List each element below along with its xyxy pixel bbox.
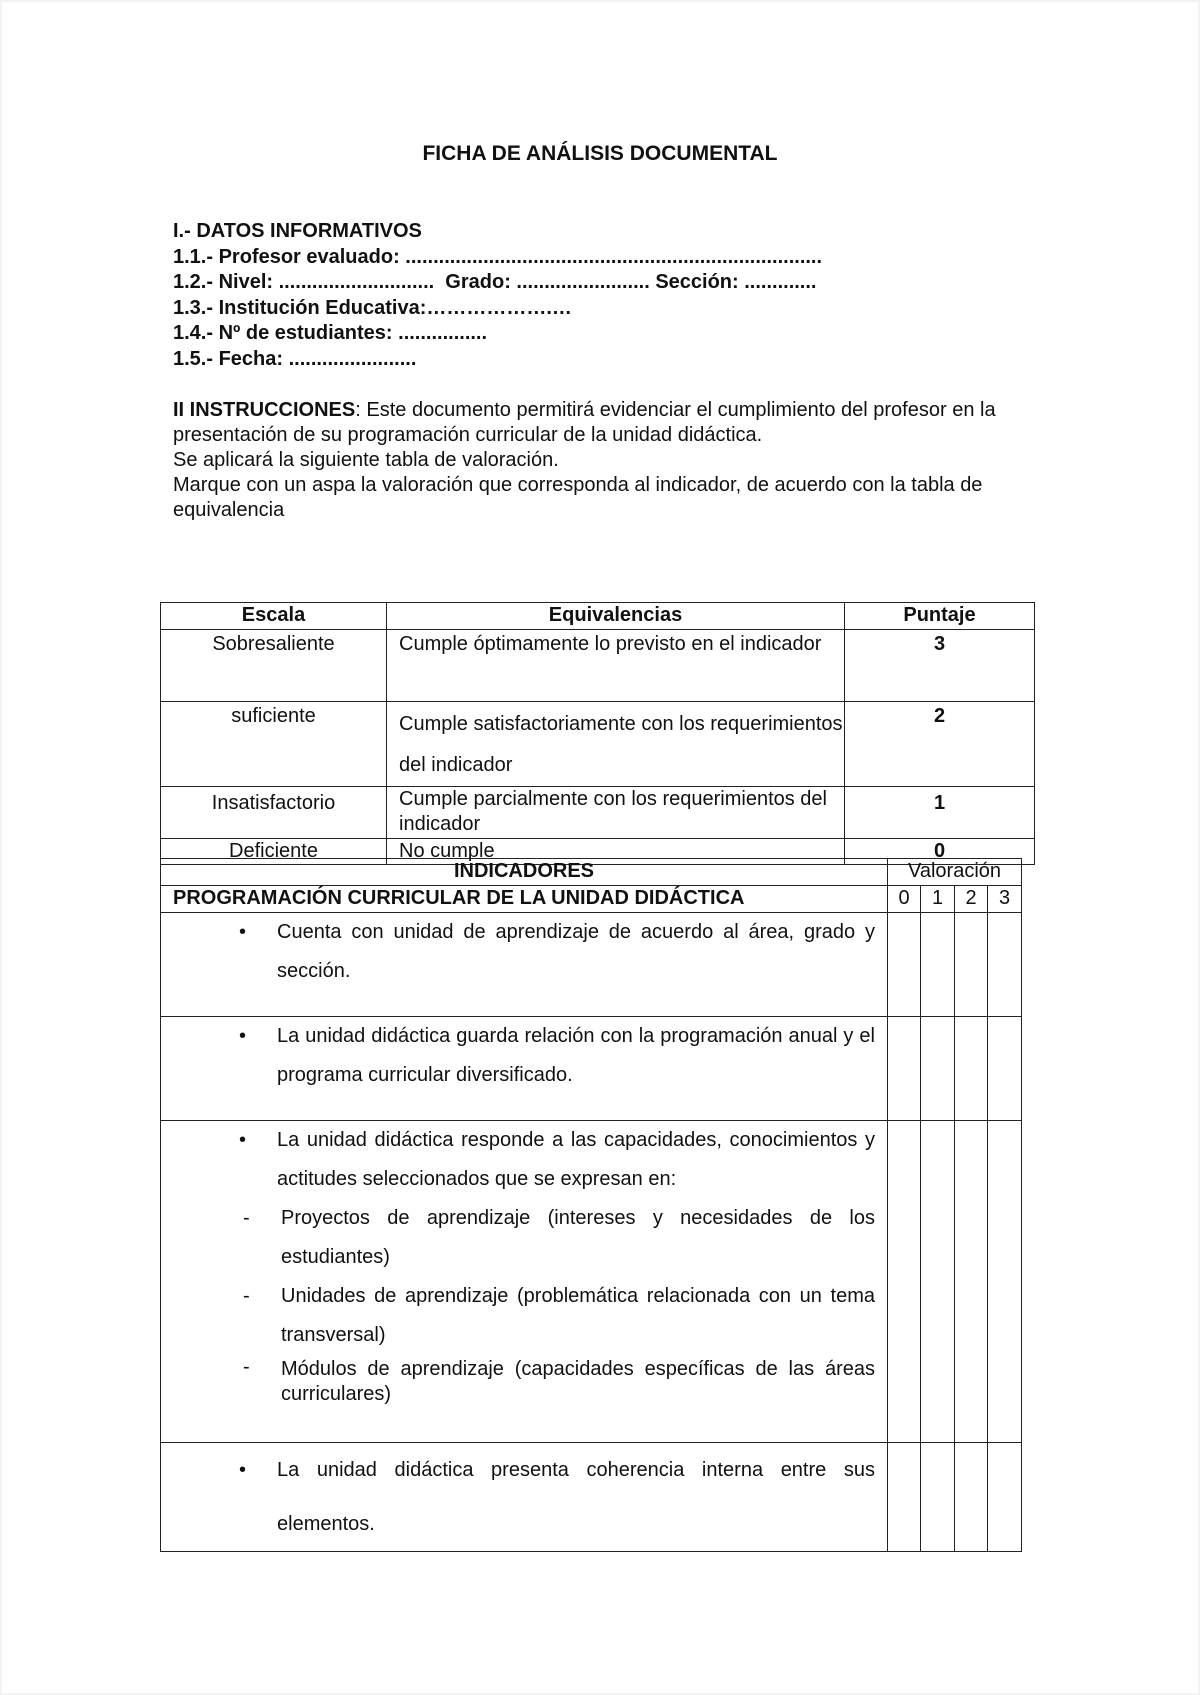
estudiantes-field: 1.4.- Nº de estudiantes: ................ — [173, 322, 488, 344]
rating-cell[interactable] — [955, 1017, 988, 1121]
indicator-text-block — [161, 913, 887, 991]
subitem-text: Proyectos de aprendizaje (intereses y necesidades de los estudiantes) — [281, 1207, 875, 1268]
rating-cell[interactable] — [955, 913, 988, 1017]
valoracion-header: Valoración — [888, 859, 1022, 886]
scale-header-escala: Escala — [161, 603, 387, 630]
subitem-text: Módulos de aprendizaje (capacidades específicas de las áreas curriculares) — [281, 1358, 875, 1405]
scale-table — [160, 602, 1035, 865]
indicator-text-block — [161, 1443, 887, 1551]
rating-cell[interactable] — [921, 1443, 955, 1552]
score-3: 3 — [988, 886, 1022, 913]
rating-cell[interactable] — [988, 1121, 1022, 1443]
section-row — [161, 886, 1022, 913]
rating-cell[interactable] — [955, 1443, 988, 1552]
indicator-text: La unidad didáctica presenta coherencia interna entre sus elementos. — [277, 1459, 875, 1535]
rating-cell[interactable] — [955, 1121, 988, 1443]
score-2: 2 — [955, 886, 988, 913]
table-row — [161, 787, 1035, 839]
indicator-text: Cuenta con unidad de aprendizaje de acuerdo al área, grado y sección. — [277, 921, 875, 982]
rating-cell[interactable] — [988, 1017, 1022, 1121]
indicators-header-row — [161, 859, 1022, 886]
datos-informativos — [173, 219, 1073, 372]
scale-escala: suficiente — [161, 702, 387, 787]
rating-cell[interactable] — [921, 1121, 955, 1443]
scale-escala: Insatisfactorio — [161, 787, 387, 839]
fecha-field: 1.5.- Fecha: ....................... — [173, 347, 417, 370]
table-row — [161, 630, 1035, 702]
scale-puntaje: 2 — [845, 702, 1035, 787]
bullet-icon: • — [239, 1025, 247, 1047]
instrucciones-text-1: : Este documento permitirá evidenciar el cumplimiento del profesor en la presentación de su programación curricular de la unidad didáctica. — [173, 399, 996, 446]
indicators-header: INDICADORES — [161, 859, 888, 886]
scale-puntaje: 0 — [845, 839, 1035, 865]
instrucciones — [173, 398, 1023, 523]
rating-cell[interactable] — [988, 1443, 1022, 1552]
indicator-text-block — [161, 1017, 887, 1095]
rating-cell[interactable] — [921, 913, 955, 1017]
rating-cell[interactable] — [888, 1121, 921, 1443]
institucion-field: 1.3.- Institución Educativa:……………….… — [173, 296, 572, 319]
table-row — [161, 1443, 1022, 1552]
subitem-text: Unidades de aprendizaje (problemática relacionada con un tema transversal) — [281, 1285, 875, 1346]
subitem-block — [161, 1199, 887, 1277]
dash-icon: - — [243, 1285, 250, 1307]
document-title: FICHA DE ANÁLISIS DOCUMENTAL — [422, 142, 778, 165]
instrucciones-paragraph — [173, 398, 1023, 448]
indicators-table — [160, 858, 1022, 1552]
scale-puntaje: 3 — [845, 630, 1035, 702]
bullet-icon: • — [239, 1459, 247, 1481]
indicator-text-block — [161, 1121, 887, 1199]
rating-cell[interactable] — [888, 913, 921, 1017]
scale-escala: Sobresaliente — [161, 630, 387, 702]
scale-header-row — [161, 603, 1035, 630]
score-1: 1 — [921, 886, 955, 913]
score-0: 0 — [888, 886, 921, 913]
rating-cell[interactable] — [988, 913, 1022, 1017]
profesor-field: 1.1.- Profesor evaluado: ........................................................................... — [173, 245, 823, 268]
indicator-text: La unidad didáctica guarda relación con la programación anual y el programa curricular diversificado. — [277, 1025, 875, 1086]
indicator-item — [161, 1443, 888, 1552]
rating-cell[interactable] — [921, 1017, 955, 1121]
bullet-icon: • — [239, 921, 247, 943]
scale-header-equivalencias: Equivalencias — [387, 603, 845, 630]
dash-icon: - — [243, 1207, 250, 1229]
rating-cell[interactable] — [888, 1017, 921, 1121]
scale-equivalencia: No cumple — [387, 839, 845, 865]
scale-header-puntaje: Puntaje — [845, 603, 1035, 630]
indicator-item — [161, 1017, 888, 1121]
table-row — [161, 913, 1022, 1017]
table-row — [161, 1121, 1022, 1443]
indicator-item — [161, 1121, 888, 1443]
scale-equivalencia: Cumple óptimamente lo previsto en el indicador — [387, 630, 845, 702]
indicator-text: La unidad didáctica responde a las capacidades, conocimientos y actitudes seleccionados que se expresan en: — [277, 1129, 875, 1190]
instrucciones-text-2: Se aplicará la siguiente tabla de valoración. — [173, 449, 559, 471]
section-title: PROGRAMACIÓN CURRICULAR DE LA UNIDAD DIDÁCTICA — [161, 886, 888, 913]
table-row — [161, 702, 1035, 787]
table-row — [161, 1017, 1022, 1121]
scale-equivalencia: Cumple parcialmente con los requerimientos del indicador — [387, 787, 845, 839]
bullet-icon: • — [239, 1129, 247, 1151]
scale-escala: Deficiente — [161, 839, 387, 865]
subitem-block — [161, 1355, 887, 1407]
subitem-block — [161, 1277, 887, 1355]
scale-puntaje: 1 — [845, 787, 1035, 839]
rating-cell[interactable] — [888, 1443, 921, 1552]
indicator-item — [161, 913, 888, 1017]
scale-equivalencia: Cumple satisfactoriamente con los requerimientos del indicador — [387, 702, 845, 787]
datos-heading: I.- DATOS INFORMATIVOS — [173, 220, 422, 242]
nivel-grado-seccion-field: 1.2.- Nivel: ............................ Grado: ........................ Sección: ............. — [173, 271, 817, 293]
dash-icon: - — [243, 1356, 250, 1378]
instrucciones-text-3: Marque con un aspa la valoración que corresponda al indicador, de acuerdo con la tabla de equivalencia — [173, 474, 983, 521]
instrucciones-label: II INSTRUCCIONES — [173, 399, 356, 421]
